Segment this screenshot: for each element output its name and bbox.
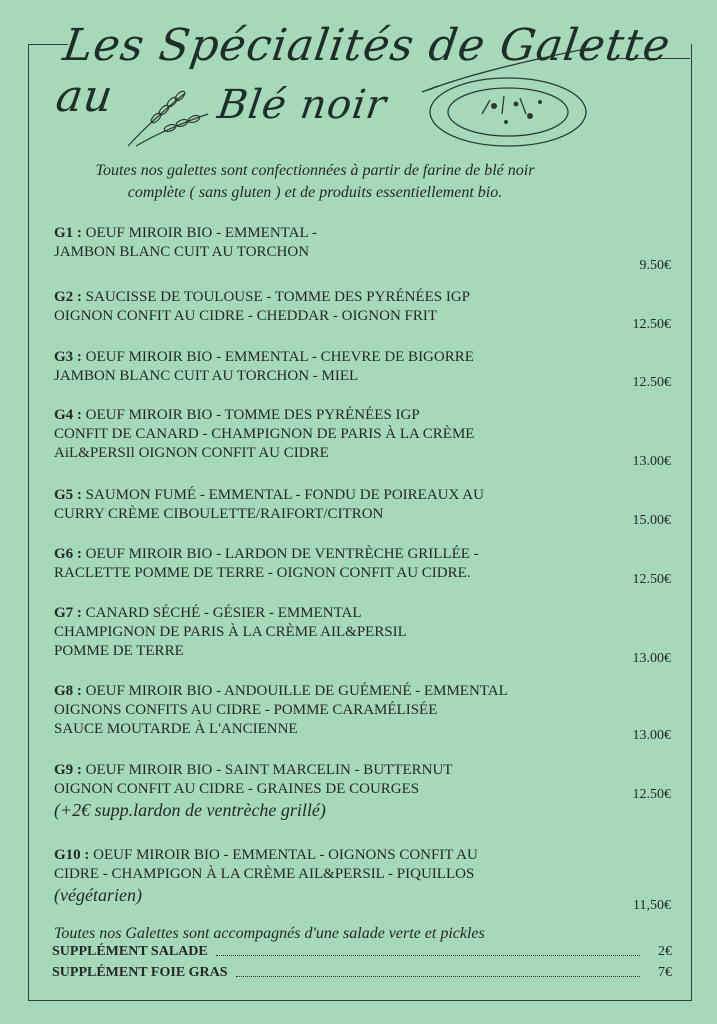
item-desc-line: CONFIT DE CANARD - CHAMPIGNON DE PARIS À LA CRÈME — [54, 426, 475, 442]
item-desc-line: OEUF MIROIR BIO - TOMME DES PYRÉNÉES IGP — [85, 407, 420, 423]
item-code: G9 : — [54, 762, 82, 778]
item-desc-line: RACLETTE POMME DE TERRE - OIGNON CONFIT AU CIDRE. — [54, 565, 471, 581]
frame-top-left-rule — [28, 44, 68, 45]
dot-leader — [236, 976, 640, 977]
item-price-g7: 13.00€ — [632, 651, 671, 666]
menu-item-g1 — [54, 224, 694, 262]
menu-item-g4 — [54, 406, 694, 463]
item-note: (+2€ supp.lardon de ventrèche grillé) — [54, 800, 326, 820]
item-desc-line: OIGNON CONFIT AU CIDRE - CHEDDAR - OIGNON FRIT — [54, 308, 438, 324]
item-code: G5 : — [54, 487, 82, 503]
menu-item-g6 — [54, 545, 694, 583]
item-price-g5: 15.00€ — [632, 513, 671, 528]
item-price-g8: 13.00€ — [632, 728, 671, 743]
item-code: G8 : — [54, 683, 82, 699]
intro-text: Toutes nos galettes sont confectionnées à partir de farine de blé noir complète ( sans gluten ) et de produits essentiellement bio. — [95, 162, 535, 201]
item-desc-line: CHAMPIGNON DE PARIS À LA CRÈME AIL&PERSIL — [54, 624, 407, 640]
item-price-g9: 12.50€ — [632, 787, 671, 802]
item-price-g2: 12.50€ — [632, 317, 671, 332]
item-desc-line: CANARD SÉCHÉ - GÉSIER - EMMENTAL — [85, 605, 362, 621]
item-desc-line: SAUMON FUMÉ - EMMENTAL - FONDU DE POIREAUX AU — [85, 487, 484, 503]
item-desc-line: OEUF MIROIR BIO - SAINT MARCELIN - BUTTERNUT — [85, 762, 453, 778]
item-desc-line: SAUCE MOUTARDE À L'ANCIENNE — [54, 721, 298, 737]
item-desc-line: CURRY CRÈME CIBOULETTE/RAIFORT/CITRON — [54, 506, 384, 522]
item-desc-line: OIGNON CONFIT AU CIDRE - GRAINES DE COURGES — [54, 781, 420, 797]
item-desc-line: OEUF MIROIR BIO - LARDON DE VENTRÈCHE GRILLÉE - — [85, 546, 479, 562]
supplement-label: SUPPLÉMENT SALADE — [52, 944, 208, 959]
title-line-1: Les Spécialités de Galette au — [52, 20, 674, 122]
title-line-2: Blé noir — [214, 82, 390, 128]
galette-plate-icon — [420, 40, 595, 150]
item-code: G2 : — [54, 289, 82, 305]
item-code: G1 : — [54, 225, 82, 241]
item-desc-line: SAUCISSE DE TOULOUSE - TOMME DES PYRÉNÉES IGP — [85, 289, 471, 305]
supplement-row — [52, 965, 672, 981]
menu-item-g2 — [54, 288, 694, 326]
item-note: (végétarien) — [54, 885, 142, 905]
menu-item-g3 — [54, 348, 694, 386]
item-price-g4: 13.00€ — [632, 454, 671, 469]
item-price-g1: 9.50€ — [639, 258, 671, 273]
supplement-price: 7€ — [658, 965, 672, 980]
item-desc-line: AiL&PERSIl OIGNON CONFIT AU CIDRE — [54, 445, 329, 461]
menu-item-g7 — [54, 604, 694, 661]
item-desc-line: OEUF MIROIR BIO - EMMENTAL - CHEVRE DE BIGORRE — [85, 349, 474, 365]
item-desc-line: POMME DE TERRE — [54, 643, 184, 659]
item-desc-line: OEUF MIROIR BIO - EMMENTAL - OIGNONS CONFIT AU — [93, 847, 478, 863]
footer-note: Toutes nos Galettes sont accompagnés d'une salade verte et pickles — [54, 925, 485, 942]
item-price-g3: 12.50€ — [632, 375, 671, 390]
supplement-label: SUPPLÉMENT FOIE GRAS — [52, 965, 228, 980]
menu-item-g8 — [54, 682, 694, 739]
item-price-g10: 11,50€ — [633, 898, 671, 913]
supplement-price: 2€ — [658, 944, 672, 959]
item-code: G3 : — [54, 349, 82, 365]
menu-item-g5 — [54, 486, 694, 524]
wheat-icon — [122, 80, 212, 150]
menu-item-g9 — [54, 761, 694, 821]
dot-leader — [216, 955, 640, 956]
item-desc-line: JAMBON BLANC CUIT AU TORCHON — [54, 244, 310, 260]
item-price-g6: 12.50€ — [632, 572, 671, 587]
item-desc-line: CIDRE - CHAMPIGON À LA CRÈME AIL&PERSIL - PIQUILLOS — [54, 866, 475, 882]
item-code: G10 : — [54, 847, 90, 863]
item-code: G6 : — [54, 546, 82, 562]
item-desc-line: JAMBON BLANC CUIT AU TORCHON - MIEL — [54, 368, 359, 384]
item-code: G7 : — [54, 605, 82, 621]
item-code: G4 : — [54, 407, 82, 423]
item-desc-line: OIGNONS CONFITS AU CIDRE - POMME CARAMÉLISÉE — [54, 702, 438, 718]
item-desc-line: OEUF MIROIR BIO - ANDOUILLE DE GUÉMENÉ - EMMENTAL — [85, 683, 508, 699]
menu-item-g10 — [54, 846, 694, 906]
supplement-row — [52, 944, 672, 960]
item-desc-line: OEUF MIROIR BIO - EMMENTAL - — [85, 225, 317, 241]
